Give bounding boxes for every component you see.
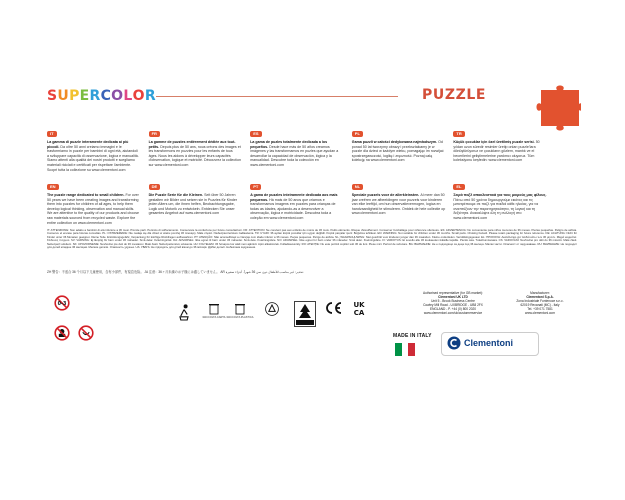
language-text: A gama de puzzles inteiramente dedicada aos mais pequenos. Há mais de 50 anos que criamos e transformamos imagens em puzzles para crianças de todas as idades, ajudando-as a desenvolver a observação, lógica e motricidade. Descubra toda a coleção em www.clementoni.com [250,193,338,220]
svg-text:UK: UK [353,301,365,309]
header-divider [156,96,398,97]
language-code-badge: TR [453,131,464,137]
brand-letter: U [57,88,70,104]
language-block-fr [149,122,243,170]
brand-letter: S [47,88,58,104]
supercolor-logo [47,88,156,104]
flag-stripe [402,343,409,356]
language-row-2 [47,175,547,223]
language-block-nl [352,175,446,223]
address-line: Zona Industriale Fontenoce s.n.c. [516,299,564,303]
language-block-el [453,175,547,223]
clementoni-logo-icon [447,336,461,350]
language-text: La gama de puzles totalmente dedicada a los pequeños. Desde hace más de 50 años creamos imágenes y las transformamos en puzles que ayudan a desarrollar la capacidad de observación, lógica y la manualidad. Descubre toda la colección en www.clementoni.com [250,140,339,167]
language-text: La gamme de puzzles entièrement dédiée aux tout-petits. Depuis plus de 50 ans, nous créons des images et les transformons en puzzles pour les enfants de tous âges. Nous les aidons à développer leurs capacités d'observation, logique et motricité. Découvrez la collection sur www.clementoni.com [148,140,241,167]
language-code-badge: EL [453,184,464,190]
address-line: www.clementoni.com/uk/customerservice [423,311,483,315]
address-line: Cowley Mill Road - UXBRIDGE - UB8 2FX [423,303,483,307]
address-line: Clementoni S.p.A. [526,295,554,299]
small-parts-icon [54,325,70,341]
brand-letter: O [132,88,145,104]
brand-letter: P [69,88,80,104]
address-line: Authorised representative (for GB market): [422,291,484,295]
brand-letter: E [79,88,90,104]
language-block-es [250,122,344,170]
ce-icon [324,301,344,315]
language-block-tr [453,122,547,170]
language-row-1 [47,122,547,170]
manufacturer-address [502,291,578,315]
tidyman-icon [176,303,192,321]
language-code-badge: IT [47,131,57,137]
triman-icon [264,301,280,317]
language-block-en [47,175,141,223]
language-text: Speciale puzzels voor de allerkleinsten. Al meer dan 50 jaar creëren we afbeeldingen voor puzzels voor kinderen van elke leeftijd, om hun observatievermogen, logica en handvaardigheid te stimuleren. Ontdek de hele collectie op www.clementoni.com [351,193,446,216]
puzzle-box-back [44,84,581,414]
language-text: Σειρά παζλ αποκλειστικά για τους μικρούς μας φίλους. Πάνω από 50 χρόνια δημιουργούμε εικόνες και τις μετατρέπουμε σε παζλ για παιδιά κάθε ηλικίας, για να αναπτύξουν την παρατηρητικότητα, τη λογική και τη δεξιότητα. Ανακαλύψτε όλη τη συλλογή στο www.clementoni.com [453,193,547,220]
brand-letter: O [111,88,124,104]
address-line: ENGLAND - P. +44 (0) 800 2020 [429,307,477,311]
clementoni-logo-text: Clementoni [464,338,514,348]
language-text: The puzzle range dedicated to small children. For over 50 years we have been creating images and transforming them into puzzles for children of all ages, to help them develop logical thinking, observation and manual skills. We are attentive to the quality of our products and choose raw materials sourced from recycled waste. Explore the entire collection on www.clementoni.com [47,193,140,225]
plastic-recycling-label: RACCOLTA PLASTICA [226,303,254,319]
address-line: www.clementoni.com [525,311,555,315]
address-line: Unit 5 - Brook Business Centre [431,299,475,303]
language-code-badge: DE [149,184,161,190]
brand-letter: R [89,88,101,104]
language-text: Küçük çocuklar için özel üretilmiş puzzle serisi. 50 yıldan uzun süredir resimler üretip onları puzzle'lara dönüştürüyoruz ve çocukların gözlem, mantık ve el becerilerini geliştirmelerine yardımcı oluyoruz. Tüm koleksiyonu keşfedin: www.clementoni.com [453,140,540,163]
language-code-badge: PT [250,184,261,190]
plastic-bin-icon [235,303,245,315]
language-code-badge: EN [47,184,59,190]
language-code-badge: ES [250,131,261,137]
language-code-badge: FR [149,131,160,137]
ukca-icon [350,299,368,317]
safety-warnings: IT: ATTENZIONE: Non adatto a bambini di età inferiore a 36 mesi. Piccole parti. Pericolo di soffocamento. Conservare la confezione per future consultazioni. FR: ATTENTION: Ne convient pas aux enfants de moins de 36 mois. Petits éléments. Risque d'étouffement. Conserver l'emballage pour référence ultérieure. ES: ADVERTENCIA: No conveniente para niños menores de 36 meses. Piezas pequeñas. Peligro de asfixia. Conserve el envase para futuras consultas. PL: OSTRZEŻENIE: Nie nadaje się dla dzieci w wieku poniżej 36 miesięcy. Małe części. Niebezpieczeństwo zadławienia. TR: UYARI: 36 aydan küçük çocuklar için uygun değildir. Küçük parçalar içerir. Boğulma tehlikesi. EN: WARNING: Not suitable for children under 36 months. Small parts. Choking hazard. Please retain packaging for future reference. DE: ACHTUNG: Nicht für Kinder unter 36 Monaten geeignet. Kleine Teile. Erstickungsgefahr. Verpackung für künftige Rückfragen aufbewahren. PT: ATENÇÃO: Não aconselhável a crianças com idade inferior a 36 meses. Peças pequenas. Perigo de asfixia. NL: WAARSCHUWING: Niet geschikt voor kinderen jonger dan 36 maanden. Kleine onderdelen. Verstikkingsgevaar. EL: ΠΡΟΣΟΧΗ: Ακατάλληλο για παιδιά κάτω των 36 μηνών. Μικρά κομμάτια. Κίνδυνος πνιγμού. SV: VARNING: Ej lämplig för barn under 36 månader. Små delar. Kvävningsrisk. DA: ADVARSEL: Ikke egnet til børn under 36 måneder. Små dele. Kvælningsfare. NO: ADVARSEL: Ikke egnet for barn under 36 måneder. Små deler. Kvelningsfare. FI: VAROITUS: Ei sovellu alle 36 kuukauden ikäisille lapsille. Pieniä osia. Tukehtumisvaara. CS: VAROVÁNÍ: Nevhodné pro děti do 36 měsíců. Malé části. Nebezpečí udušení. SK: UPOZORNENIE: Nevhodné pre deti do 36 mesiacov. Malé časti. Nebezpečenstvo udusenia. HU: FIGYELEM: 36 hónapos kor alatt nem ajánlott. Apró alkatrészek. Fulladásveszély. RO: ATENȚIE: Nu este potrivit copiilor sub 36 de luni. Piese mici. Pericol de sufocare. BG: ВНИМАНИЕ: Не е подходящо за деца под 36 месеца. Малки части. Опасност от задушаване. RU: ВНИМАНИЕ: Не подходит для детей младше 36 месяцев. Мелкие детали. Опасность удушья. UA: УВАГА: Не підходить для дітей віком до 36 місяців. Дрібні деталі. Небезпека задушення. [47,228,577,250]
language-block-pt [250,175,344,223]
language-text: Die Puzzle Serie für die Kleinen. Seit über 50 Jahren gestalten wir Bilder und setzen sie in Puzzles für Kinder jeden Alters um, die ihnen helfen, Beobachtungsgabe, Logik und Motorik zu entwickeln. Entdecken Sie unser gesamtes Angebot auf www.clementoni.com [148,193,238,216]
paper-recycling-label: RACCOLTA CARTA [202,303,226,319]
brand-letter: C [100,88,112,104]
fsc-icon [294,301,316,327]
address-line: Clementoni UK LTD [438,295,468,299]
uk-importer-address [414,291,492,315]
address-line: 62019 Recanati (MC) - Italy [520,303,560,307]
language-block-it [47,122,141,170]
made-in-italy: MADE IN ITALY [393,333,432,339]
asian-warnings: ZH 警告：不适合 36 个月以下儿童使用，含有小部件，有窒息危险。 JA 注意：36ヶ月未満のお子様には適していません。 AR تحذير: غير مناسب للأطفال دون سن 36 شهراً. أجزاء صغيرة. [47,270,305,274]
language-block-pl [352,122,446,170]
svg-text:0-3: 0-3 [57,302,67,307]
age-warning-icon [54,295,70,311]
puzzle-label: PUZZLE [422,87,487,103]
svg-text:CA: CA [353,309,365,317]
paper-bin-icon [209,303,219,315]
address-line: Manufacturer: [530,291,550,295]
flag-stripe [395,343,402,356]
language-text: La gamma di puzzle interamente dedicata ai più piccoli. Da oltre 50 anni creiamo immagini e le trasformiamo in puzzle per bambini di ogni età, aiutandoli a sviluppare capacità di osservazione, logica e manualità. Siamo attenti alla qualità dei nostri prodotti e scegliamo materiali riciclati e certificati per rispettare l'ambiente. Scopri tutta la collezione su www.clementoni.com [47,140,139,172]
language-code-badge: PL [352,131,363,137]
address-line: Tel. +39 071 7581 [527,307,553,311]
language-block-de [149,175,243,223]
brand-letter: R [144,88,156,104]
flag-stripe [408,343,415,356]
brand-letter: L [123,88,133,104]
no-mouth-icon [78,325,94,341]
language-code-badge: NL [352,184,363,190]
language-text: Gama puzzli w całości dedykowana najmłodszym. Od ponad 50 lat tworzymy obrazy i przekształcamy je w puzzle dla dzieci w każdym wieku, pomagając im rozwijać spostrzegawczość, logikę i zręczność. Poznaj całą kolekcję na www.clementoni.com [351,140,444,163]
italy-flag-icon [395,343,415,356]
